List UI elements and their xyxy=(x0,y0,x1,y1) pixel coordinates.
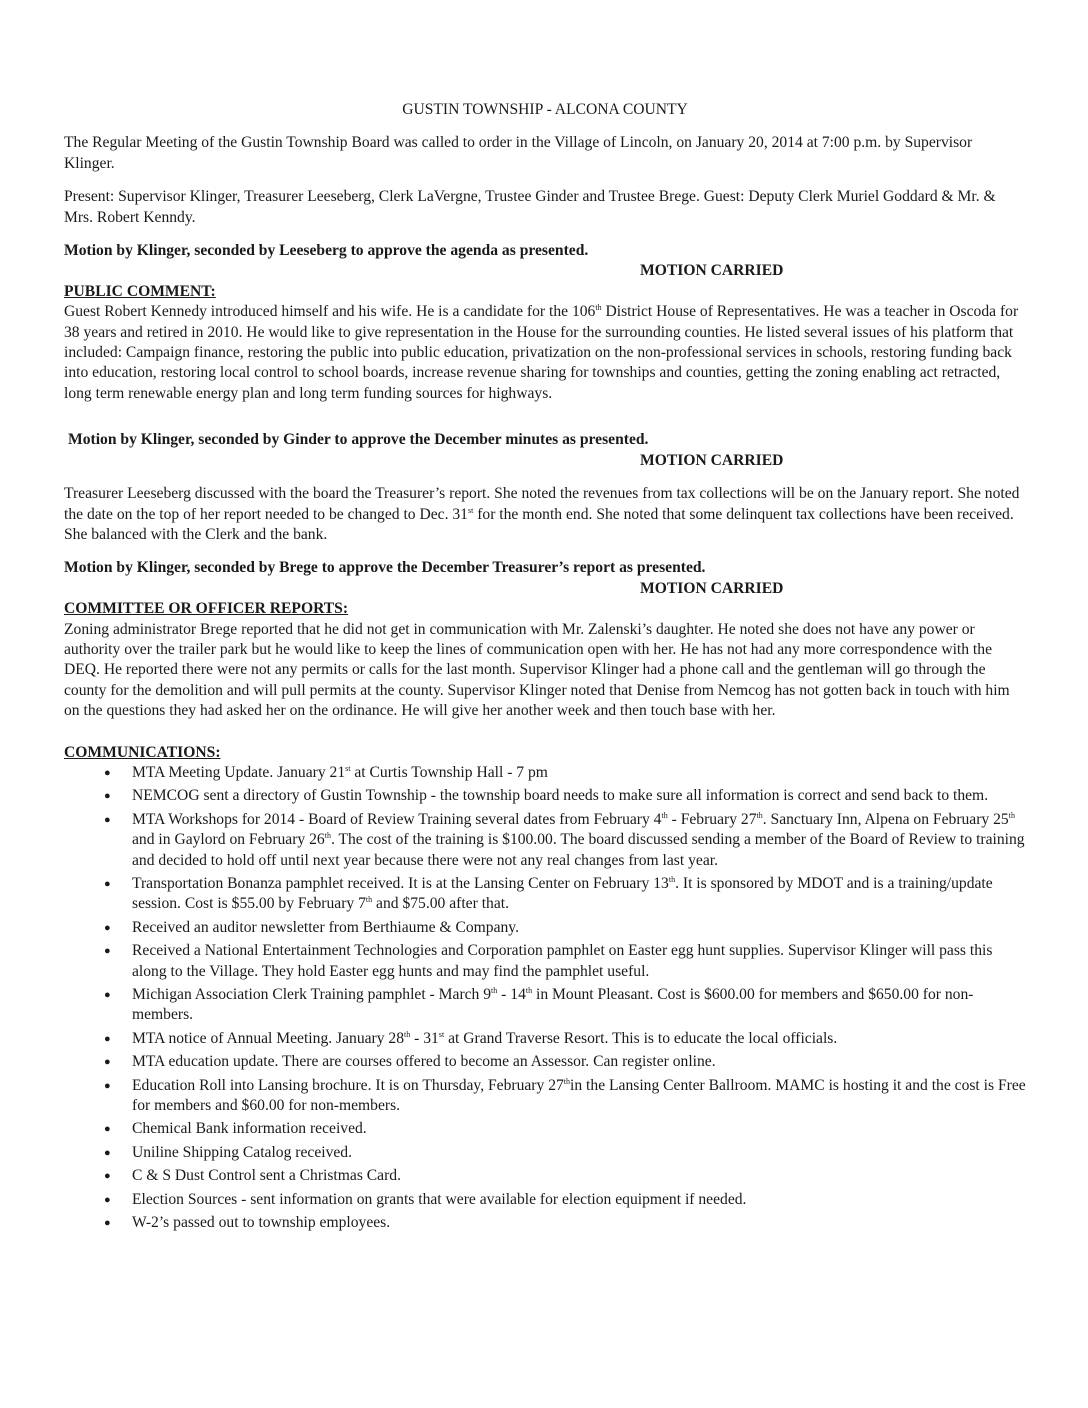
communications-heading: COMMUNICATIONS: xyxy=(64,743,221,761)
bullet-icon: ● xyxy=(104,1032,111,1045)
document-title: GUSTIN TOWNSHIP - ALCONA COUNTY xyxy=(402,101,688,118)
committee-heading: COMMITTEE OR OFFICER REPORTS: xyxy=(64,600,349,618)
bullet-icon: ● xyxy=(104,1170,111,1183)
communication-item: ● Michigan Association Clerk Training pamphlet - March 9th - 14th in Mount Pleasant. Cost is $600.00 for members and $650.00 for non-members. xyxy=(104,985,974,1024)
communications-list xyxy=(64,763,1026,1234)
bullet-icon: ● xyxy=(104,921,111,934)
communication-item: ● MTA Workshops for 2014 - Board of Review Training several dates from February 4th - February 27th. Sanctuary Inn, Alpena on February 25th and in Gaylord on February 26th. The cost of the training is $100.00. The board discussed sending a member of the Board of Review to training and decided to hold off until next year because there were not any real changes from last year. xyxy=(104,810,1025,869)
communication-item: ● MTA Meeting Update. January 21st at Curtis Township Hall - 7 pm xyxy=(64,763,1026,783)
bullet-icon: ● xyxy=(104,766,111,779)
motion-carried-treasurer: MOTION CARRIED xyxy=(640,579,784,597)
public-comment-heading: PUBLIC COMMENT: xyxy=(64,282,216,300)
attendance-paragraph: Present: Supervisor Klinger, Treasurer Leeseberg, Clerk LaVergne, Trustee Ginder and Trustee Brege. Guest: Deputy Clerk Muriel Goddard & Mr. & Mrs. Robert Kenndy. xyxy=(64,188,996,226)
bullet-icon: ● xyxy=(104,1123,111,1136)
bullet-icon: ● xyxy=(104,813,111,826)
communication-item: ● Uniline Shipping Catalog received. xyxy=(64,1143,1026,1163)
bullet-icon: ● xyxy=(104,790,111,803)
communication-item: ● Education Roll into Lansing brochure. It is on Thursday, February 27thin the Lansing Center Ballroom. MAMC is hosting it and the cost is Free for members and $60.00 for non-members. xyxy=(104,1076,1026,1115)
motion-agenda: Motion by Klinger, seconded by Leeseberg to approve the agenda as presented. xyxy=(64,242,589,260)
public-comment-paragraph: Guest Robert Kennedy introduced himself and his wife. He is a candidate for the 106th District House of Representatives. He was a teacher in Oscoda for 38 years and retired in 2010. He would like to give representation in the House for the surrounding counties. He listed several issues of his platform that included: Campaign finance, restoring the public into public education, privatization on the non-professional services in schools, restoring funding back into education, restoring local control to school boards, increase revenue sharing for townships and counties, getting the zoning enabling act retracted, long term renewable energy plan and long term funding sources for highways. xyxy=(64,303,1019,402)
communication-item: ● W-2’s passed out to township employees. xyxy=(64,1213,1026,1233)
communication-item: ● Transportation Bonanza pamphlet received. It is at the Lansing Center on February 13th. It is sponsored by MDOT and is a training/update session. Cost is $55.00 by February 7th and $75.00 after that. xyxy=(104,874,993,913)
communication-item: ● Chemical Bank information received. xyxy=(64,1119,1026,1139)
motion-carried-minutes: MOTION CARRIED xyxy=(640,451,784,469)
treasurer-paragraph: Treasurer Leeseberg discussed with the board the Treasurer’s report. She noted the revenues from tax collections will be on the January report. She noted the date on the top of her report needed to be changed to Dec. 31st for the month end. She noted that some delinquent tax collections have been received. She balanced with the Clerk and the bank. xyxy=(64,485,1020,543)
intro-paragraph: The Regular Meeting of the Gustin Township Board was called to order in the Village of Lincoln, on January 20, 2014 at 7:00 p.m. by Supervisor Klinger. xyxy=(64,134,973,172)
bullet-icon: ● xyxy=(104,1056,111,1069)
communication-item: ● MTA education update. There are courses offered to become an Assessor. Can register online. xyxy=(64,1052,1026,1072)
communication-item: ● NEMCOG sent a directory of Gustin Township - the township board needs to make sure all information is correct and send back to them. xyxy=(64,786,1026,806)
bullet-icon: ● xyxy=(104,989,111,1002)
bullet-icon: ● xyxy=(104,1217,111,1230)
motion-treasurer-report: Motion by Klinger, seconded by Brege to approve the December Treasurer’s report as presented. xyxy=(64,559,706,577)
communication-item: ● Received an auditor newsletter from Berthiaume & Company. xyxy=(64,918,1026,938)
communication-item: ● Election Sources - sent information on grants that were available for election equipment if needed. xyxy=(64,1190,1026,1210)
bullet-icon: ● xyxy=(104,1079,111,1092)
communication-item: ● Received a National Entertainment Technologies and Corporation pamphlet on Easter egg hunt supplies. Supervisor Klinger will pass this along to the Village. They hold Easter egg hunts and may find the pamphlet useful. xyxy=(104,942,993,980)
bullet-icon: ● xyxy=(104,1193,111,1206)
bullet-icon: ● xyxy=(104,945,111,958)
communication-item: ● C & S Dust Control sent a Christmas Card. xyxy=(64,1166,1026,1186)
committee-paragraph: Zoning administrator Brege reported that he did not get in communication with Mr. Zalenski’s daughter. He noted she does not have any power or authority over the trailer park but he would like to keep the lines of communication open with her. He has not had any more correspondence with the DEQ. He reported there were not any permits or calls for the last month. Supervisor Klinger had a phone call and the gentleman will go through the county for the demolition and will pull permits at the county. Supervisor Klinger noted that Denise from Nemcog has not gotten back in touch with him on the questions they had asked her on the ordinance. He will give her another week and then touch base with her. xyxy=(64,620,1010,720)
bullet-icon: ● xyxy=(104,1146,111,1159)
bullet-icon: ● xyxy=(104,878,111,890)
motion-minutes: Motion by Klinger, seconded by Ginder to approve the December minutes as presented. xyxy=(68,431,649,449)
motion-carried-agenda: MOTION CARRIED xyxy=(640,262,784,280)
communication-item: ● MTA notice of Annual Meeting. January 28th - 31st at Grand Traverse Resort. This is to educate the local officials. xyxy=(64,1029,1026,1049)
